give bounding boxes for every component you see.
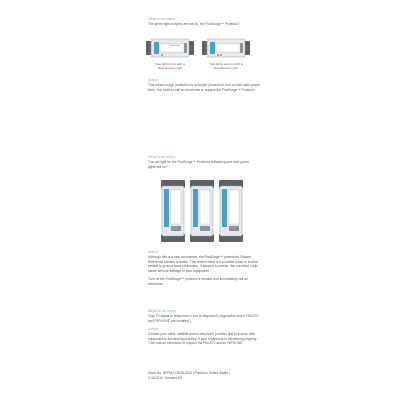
section-3-condition: Your TV signal or telephone is lost or degraded? (Applicable only if F6CATV and F6PHONE are installed.) bbox=[148, 314, 259, 323]
surge-protector-vertical-3 bbox=[218, 180, 244, 242]
footer-order-number: Order No. RPPM-CON28-0615 | Printed in United States | bbox=[148, 371, 230, 375]
section-2-condition-red: red bbox=[154, 160, 160, 164]
section-2-condition-pre: The bbox=[148, 160, 155, 164]
section-2-heading: What to do when: bbox=[148, 155, 176, 159]
surge-protector-image-1 bbox=[146, 37, 194, 59]
section-1-heading: What to do when: bbox=[148, 17, 176, 21]
caption-two-lights-line1: Two lights are not with a bbox=[209, 62, 243, 66]
caption-two-lights bbox=[202, 62, 250, 71]
section-3 bbox=[148, 309, 260, 323]
surge-protector-vertical-2 bbox=[189, 180, 215, 242]
caption-two-lights-line2: Red Service Light bbox=[213, 66, 239, 71]
caption-one-light bbox=[146, 62, 194, 71]
section-2 bbox=[148, 155, 260, 169]
section-2-action-heading: Action: bbox=[148, 250, 159, 254]
footer-copyright: © 06.2015, Siemens AG bbox=[148, 375, 183, 380]
section-3-action bbox=[148, 327, 260, 346]
section-2-action-text-1: Although this is a rare occurrence, the FirstSurge™ protector's Ground Reference Monitor is active. This means there is a possible loose or broken neutral to ground bond connection. If allowed to persist, this condition could cause serious damage to your equipment. bbox=[148, 255, 258, 273]
section-2-condition bbox=[148, 160, 254, 169]
section-2-condition-post: light on the FirstSurge™ Protector is flashing and both green lights are on? bbox=[148, 160, 249, 169]
section-3-action-heading: Action: bbox=[148, 327, 159, 331]
caption-one-light-line1: One light is not with a bbox=[155, 62, 185, 66]
section-1-action bbox=[148, 78, 260, 92]
surge-protector-image-2 bbox=[202, 37, 250, 59]
section-2-action-text-2: Turn off the FirstSurge™ protector's breaker and immediately call an electrician. bbox=[148, 277, 248, 286]
surge-protector-vertical-1 bbox=[160, 180, 186, 242]
section-1-action-heading: Action: bbox=[148, 78, 159, 82]
section-1-condition: The green light to lights are not on, the FirstSurge™ Protector? bbox=[148, 22, 240, 26]
section-1 bbox=[148, 17, 260, 27]
caption-one-light-line2: Red Service Light bbox=[157, 66, 183, 71]
section-1-action-text: This means surge protection is no longer present for one or both main power lines. You need to call an electrician to replace the FirstSurge™ Protector. bbox=[148, 83, 260, 92]
section-2-action bbox=[148, 250, 260, 287]
section-3-action-text: Contact your cable, satellite and/or telephone provider first to ensure their equipment is functioning properly. If your equipment is functioning properly. Then call an electrician to inspect the F6CATV and/or F6PHONE. bbox=[148, 332, 258, 346]
section-3-heading: What do do when: bbox=[148, 309, 177, 313]
device-brand-hidden: FirstSurge bbox=[170, 45, 181, 47]
